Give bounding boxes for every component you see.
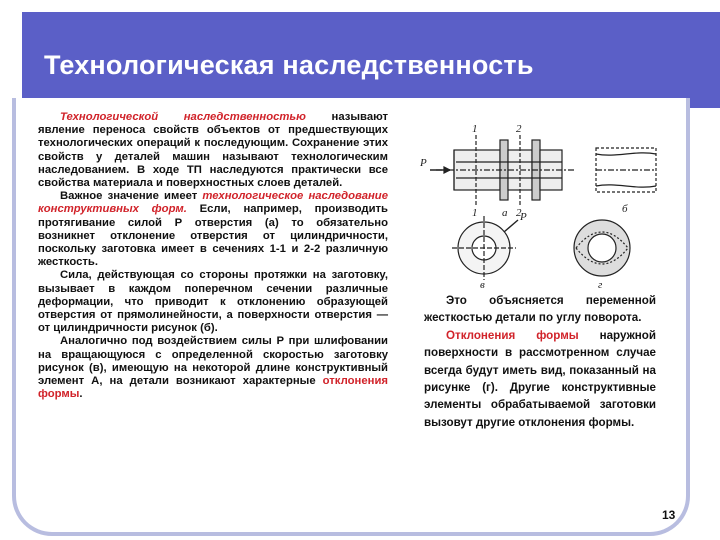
paragraph-text: . [79,388,83,401]
paragraph-text: наружной поверхности в рассмотренном случае всегда будут иметь вид, показанный на рисунке (г). Другие конструктивные элементы обрабатываемой заготовки вызовут другие отклонения формы. [424,328,657,429]
term-highlight: технологическое наследование конструктивных форм. [38,190,388,216]
term-highlight: Отклонения формы [446,328,579,342]
paragraph-definition [38,111,388,190]
paragraph-text: называют явление переноса свойств объектов от предшествующих технологических операций к последующим. Сохранение этих свойств у деталей машин называют технологическим наследованием. В ходе ТП наследуются практически все свойства материала и поверхностных слоев деталей. [38,111,389,190]
label-g: г [598,279,603,290]
paragraph-text: Если, например, производить протягивание силой Р отверстия (а) то обязательно возникнет отклонение отверстия от цилиндричности, поскольку заготовка имеет в сечениях 1-1 и 2-2 различную жесткость. [38,203,388,269]
label-v: в [480,279,485,290]
label-section-2-bottom: 2 [516,207,522,219]
label-section-1: 1 [472,123,478,135]
label-section-2: 2 [516,123,522,135]
page-number: 13 [662,508,676,522]
paragraph-inheritance [38,190,388,269]
slide-title: Технологическая наследственность [44,50,534,80]
paragraph-force: Сила, действующая со стороны протяжки на заготовку, вызывает в каждом поперечном сечении различные деформации, что приводит к отклонению образующей отверстия от прямолинейности, а поверхности отверстия — от цилиндричности рисунок (б). [38,269,388,335]
label-b: б [622,203,628,215]
paragraph-text: Важное значение имеет [60,190,203,203]
paragraph-stiffness: Это объясняется переменной жесткостью детали по углу поворота. [424,294,656,325]
figure-g-form [574,220,630,276]
figure-a-part [430,135,576,205]
paragraph-form-deviation [424,327,656,431]
label-force-p2: Р [520,211,527,223]
term-highlight: Технологической наследственностью [60,111,306,123]
left-text-column [38,111,388,401]
header-bar [22,12,720,108]
term-highlight: отклонения формы [38,375,388,401]
figure-b-deviation [596,148,656,192]
label-section-1-bottom: 1 [472,207,478,219]
figure-v-section [452,216,518,280]
label-a: а [502,207,508,219]
paragraph-text: Аналогично под воздействием силы Р при шлифовании на вращающуюся с определенной скоростью заготовку рисунок (в), имеющую на некоторой длине конструктивный элемент А, на детали возникают характерные [38,335,388,388]
right-text-column [424,292,656,431]
label-force-p: Р [420,157,427,169]
technical-figure [416,120,668,290]
paragraph-grinding [38,335,388,401]
